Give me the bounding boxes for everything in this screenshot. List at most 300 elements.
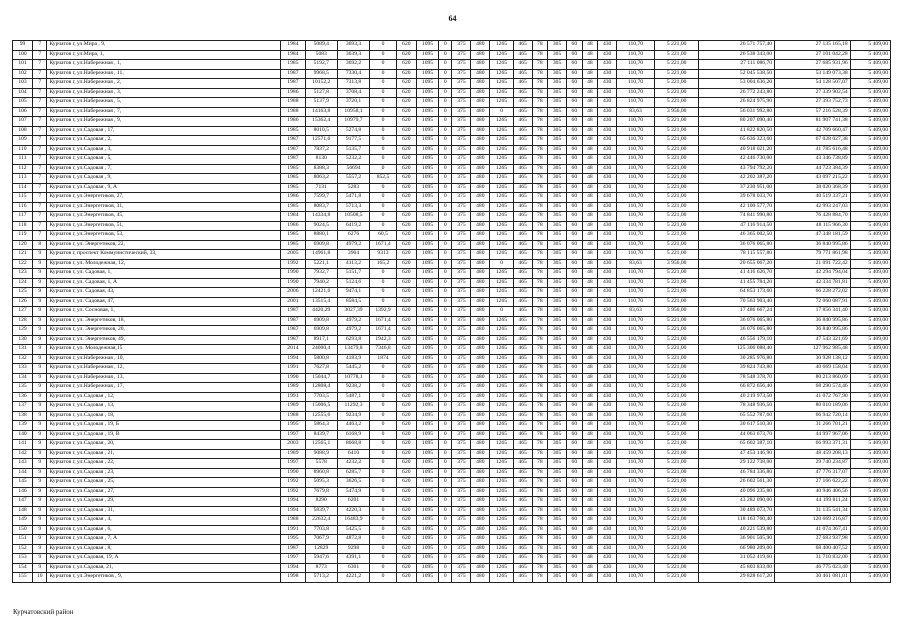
table-row xyxy=(13,145,891,155)
table-cell: 5 409,00 xyxy=(850,79,890,89)
table-cell: 465 xyxy=(513,164,532,174)
table-cell: 5 221,00 xyxy=(654,202,699,212)
table-cell: 0 xyxy=(439,79,452,89)
table-cell: 5 409,00 xyxy=(850,411,890,421)
table-cell: 4979,2 xyxy=(337,316,369,326)
table-cell: 620 xyxy=(396,478,416,488)
table-cell: 60 xyxy=(567,430,583,440)
table-row xyxy=(13,259,891,269)
table-cell: 78 xyxy=(532,487,548,497)
table-cell: 1997 xyxy=(281,459,305,469)
table-cell: 430 xyxy=(598,354,617,364)
table-cell: 78 xyxy=(532,373,548,383)
table-cell: 620 xyxy=(396,364,416,374)
table-row xyxy=(13,573,891,583)
table-cell: 1994 xyxy=(281,497,305,507)
table-cell: 1265 xyxy=(490,525,513,535)
table-cell: 1991 xyxy=(281,364,305,374)
table-cell: 620 xyxy=(396,145,416,155)
table-cell: 0 xyxy=(370,193,397,203)
table-cell: 45 803 833,00 xyxy=(699,563,775,573)
table-cell: 1265 xyxy=(490,231,513,241)
table-cell: 620 xyxy=(396,202,416,212)
table-cell: 1095 xyxy=(416,212,438,222)
table-cell: 465 xyxy=(513,525,532,535)
table-cell: 7 xyxy=(33,212,47,222)
table-row xyxy=(13,269,891,279)
table-cell: 1095 xyxy=(416,221,438,231)
table-cell: 465 xyxy=(513,563,532,573)
table-cell: 430 xyxy=(598,402,617,412)
table-cell: 20 655 067,20 xyxy=(699,259,775,269)
table-cell: 430 xyxy=(598,544,617,554)
table-cell: 115 xyxy=(13,193,33,203)
table-cell: 131 xyxy=(13,345,33,355)
table-cell: 0 xyxy=(439,202,452,212)
table-cell: 4183,9 xyxy=(337,354,369,364)
table-cell: 5 221,00 xyxy=(654,50,699,60)
table-cell: 852,5 xyxy=(370,174,397,184)
table-cell: 10778,1 xyxy=(337,373,369,383)
table-cell: 8388,3 xyxy=(305,164,337,174)
table-cell: 78 xyxy=(532,402,548,412)
table-cell: 0 xyxy=(439,544,452,554)
table-cell: 620 xyxy=(396,307,416,317)
table-cell: 154 xyxy=(13,563,33,573)
table-cell: 430 xyxy=(598,136,617,146)
table-cell: 30 461 081,01 xyxy=(775,573,851,583)
table-cell: 1998 xyxy=(281,573,305,583)
table-cell: 48 xyxy=(582,525,598,535)
table-cell: 60 xyxy=(567,164,583,174)
table-cell: 0 xyxy=(439,259,452,269)
table-cell: 80 010 189,06 xyxy=(775,402,851,412)
table-cell: 480 xyxy=(471,164,490,174)
table-cell: 10 xyxy=(33,573,47,583)
table-cell: 78 xyxy=(532,288,548,298)
table-cell: 48 xyxy=(582,50,598,60)
table-cell: 375 xyxy=(452,212,471,222)
table-cell: 620 xyxy=(396,117,416,127)
table-cell: 2005 xyxy=(281,250,305,260)
table-cell: 305 xyxy=(548,221,567,231)
table-cell: 1265 xyxy=(490,240,513,250)
table-cell: 7932,7 xyxy=(305,269,337,279)
table-cell: 465 xyxy=(513,269,532,279)
table-cell: 0 xyxy=(439,554,452,564)
table-cell: 480 xyxy=(471,231,490,241)
table-cell: 78 xyxy=(532,535,548,545)
table-cell: 5557,2 xyxy=(337,174,369,184)
table-cell: 620 xyxy=(396,411,416,421)
table-cell: 1265 xyxy=(490,250,513,260)
table-cell: 0 xyxy=(439,411,452,421)
table-cell: 1985 xyxy=(281,202,305,212)
table-cell: 0 xyxy=(439,155,452,165)
table-cell: 5 409,00 xyxy=(850,554,890,564)
table-cell: 375 xyxy=(452,335,471,345)
table-cell: 375 xyxy=(452,145,471,155)
table-cell: 1095 xyxy=(416,297,438,307)
table-cell: 7 xyxy=(33,50,47,60)
table-cell: 0 xyxy=(439,69,452,79)
table-cell: 152 xyxy=(13,544,33,554)
table-cell: 430 xyxy=(598,278,617,288)
table-cell: 31 135 541,34 xyxy=(775,506,851,516)
table-cell: 5 221,00 xyxy=(654,430,699,440)
table-cell: 375 xyxy=(452,155,471,165)
table-cell: 9 xyxy=(33,297,47,307)
table-cell: 480 xyxy=(471,107,490,117)
table-cell: 430 xyxy=(598,573,617,583)
table-cell: 0 xyxy=(370,421,397,431)
table-cell: 9 xyxy=(33,554,47,564)
table-cell: 465 xyxy=(513,288,532,298)
table-row xyxy=(13,297,891,307)
table-cell: 68 290 574,46 xyxy=(775,383,851,393)
table-cell: 79 771 861,98 xyxy=(775,250,851,260)
table-cell: 480 xyxy=(471,69,490,79)
table-cell: 430 xyxy=(598,516,617,526)
table-cell: 48 xyxy=(582,335,598,345)
table-cell: 60 xyxy=(567,221,583,231)
table-cell: 1095 xyxy=(416,335,438,345)
table-cell: 5864,3 xyxy=(305,421,337,431)
table-cell: 5 221,00 xyxy=(654,288,699,298)
table-cell: 9313 xyxy=(370,250,397,260)
table-cell: 1095 xyxy=(416,506,438,516)
table-cell: 465 xyxy=(513,174,532,184)
table-cell: 110,70 xyxy=(617,278,655,288)
table-cell: 108 xyxy=(13,126,33,136)
table-cell: 5 221,00 xyxy=(654,345,699,355)
table-cell: 6201 xyxy=(337,497,369,507)
table-cell: 60 xyxy=(567,421,583,431)
table-row xyxy=(13,411,891,421)
table-cell: 1265 xyxy=(490,88,513,98)
table-cell: 0 xyxy=(439,392,452,402)
register-table xyxy=(12,40,891,583)
table-cell: 375 xyxy=(452,392,471,402)
address-cell: Курчатов г, ул. Энергетиков, 20, xyxy=(47,326,281,336)
table-cell: 0 xyxy=(439,107,452,117)
table-cell: 60 xyxy=(567,69,583,79)
table-cell: 78 xyxy=(532,307,548,317)
table-cell: 110,70 xyxy=(617,126,655,136)
table-cell: 110,70 xyxy=(617,411,655,421)
table-cell: 305 xyxy=(548,193,567,203)
table-cell: 480 xyxy=(471,41,490,51)
table-cell: 40 519 337,21 xyxy=(775,193,851,203)
table-cell: 430 xyxy=(598,60,617,70)
table-cell: 0 xyxy=(439,421,452,431)
table-cell: 305 xyxy=(548,497,567,507)
table-cell: 0 xyxy=(439,183,452,193)
table-cell: 1265 xyxy=(490,221,513,231)
table-cell: 430 xyxy=(598,535,617,545)
table-cell: 78 xyxy=(532,98,548,108)
table-cell: 9 xyxy=(33,506,47,516)
table-cell: 375 xyxy=(452,544,471,554)
table-cell: 5 409,00 xyxy=(850,316,890,326)
table-cell: 5 409,00 xyxy=(850,525,890,535)
table-cell: 480 xyxy=(471,392,490,402)
table-cell: 375 xyxy=(452,88,471,98)
address-cell: Курчатов г, ул.Энергетиков, 45, xyxy=(47,212,281,222)
table-cell: 1984 xyxy=(281,41,305,51)
table-cell: 480 xyxy=(471,459,490,469)
table-cell: 48 xyxy=(582,326,598,336)
table-cell: 0 xyxy=(370,107,397,117)
table-cell: 78 xyxy=(532,269,548,279)
table-cell: 5 221,00 xyxy=(654,155,699,165)
table-cell: 27 111 086,70 xyxy=(699,60,775,70)
table-cell: 7 xyxy=(33,221,47,231)
table-cell: 465 xyxy=(513,240,532,250)
table-cell: 5124,6 xyxy=(337,278,369,288)
table-cell: 1988 xyxy=(281,98,305,108)
table-cell: 620 xyxy=(396,164,416,174)
table-cell: 480 xyxy=(471,326,490,336)
table-cell: 48 xyxy=(582,297,598,307)
table-row xyxy=(13,440,891,450)
table-cell: 7 xyxy=(33,136,47,146)
table-cell: 7 xyxy=(33,193,47,203)
table-cell: 60 xyxy=(567,335,583,345)
table-cell: 5 409,00 xyxy=(850,440,890,450)
table-cell: 620 xyxy=(396,383,416,393)
table-cell: 78 xyxy=(532,41,548,51)
table-cell: 29 122 738,00 xyxy=(699,459,775,469)
table-cell: 65 552 787,60 xyxy=(699,411,775,421)
table-cell: 48 xyxy=(582,98,598,108)
table-cell: 375 xyxy=(452,373,471,383)
table-cell: 78 xyxy=(532,136,548,146)
table-cell: 1095 xyxy=(416,174,438,184)
table-cell: 5 221,00 xyxy=(654,411,699,421)
table-cell: 430 xyxy=(598,202,617,212)
table-cell: 0 xyxy=(370,79,397,89)
table-cell: 1095 xyxy=(416,354,438,364)
table-cell: 375 xyxy=(452,174,471,184)
table-cell: 480 xyxy=(471,402,490,412)
table-cell: 375 xyxy=(452,364,471,374)
table-cell: 1095 xyxy=(416,250,438,260)
table-row xyxy=(13,278,891,288)
table-cell: 1095 xyxy=(416,373,438,383)
address-cell: Курчатов г, ул. Молодежная,15 xyxy=(47,345,281,355)
table-cell: 430 xyxy=(598,297,617,307)
table-cell: 5 221,00 xyxy=(654,60,699,70)
table-cell: 305 xyxy=(548,269,567,279)
table-cell: 430 xyxy=(598,335,617,345)
address-cell: Курчатов г, ул. Энергетиков, 18, xyxy=(47,316,281,326)
table-cell: 430 xyxy=(598,126,617,136)
table-cell: 465 xyxy=(513,440,532,450)
table-cell: 68 400 407,52 xyxy=(775,544,851,554)
table-cell: 465 xyxy=(513,155,532,165)
table-cell: 0 xyxy=(439,364,452,374)
table-cell: 5 409,00 xyxy=(850,145,890,155)
table-cell: 110,70 xyxy=(617,383,655,393)
table-cell: 110,70 xyxy=(617,316,655,326)
table-cell: 1985 xyxy=(281,174,305,184)
table-cell: 114 xyxy=(13,183,33,193)
table-cell: 5 221,00 xyxy=(654,554,699,564)
table-cell: 1095 xyxy=(416,392,438,402)
table-cell: 5 221,00 xyxy=(654,221,699,231)
address-cell: Курчатов г, ул.Садовая , 5, xyxy=(47,155,281,165)
table-cell: 66 228 272,02 xyxy=(775,288,851,298)
table-cell: 0 xyxy=(439,525,452,535)
table-cell: 60 xyxy=(567,316,583,326)
table-cell: 9 xyxy=(33,459,47,469)
table-cell: 5 409,00 xyxy=(850,506,890,516)
table-cell: 430 xyxy=(598,145,617,155)
table-cell: 620 xyxy=(396,50,416,60)
address-cell: Курчатов г, ул.Набережная , 5, xyxy=(47,98,281,108)
table-cell: 465 xyxy=(513,478,532,488)
table-cell: 0 xyxy=(370,535,397,545)
table-cell: 375 xyxy=(452,573,471,583)
table-cell: 1265 xyxy=(490,497,513,507)
table-cell: 9 xyxy=(33,449,47,459)
table-cell: 6909,8 xyxy=(305,326,337,336)
table-cell: 1265 xyxy=(490,183,513,193)
table-cell: 60 xyxy=(567,516,583,526)
table-cell: 620 xyxy=(396,487,416,497)
table-cell: 1095 xyxy=(416,487,438,497)
table-cell: 60 xyxy=(567,231,583,241)
table-cell: 305 xyxy=(548,535,567,545)
table-cell: 78 xyxy=(532,183,548,193)
table-row xyxy=(13,497,891,507)
table-cell: 1265 xyxy=(490,41,513,51)
table-cell: 7330,4 xyxy=(337,69,369,79)
table-cell: 480 xyxy=(471,364,490,374)
table-cell: 40 096 235,80 xyxy=(699,487,775,497)
table-cell: 110,70 xyxy=(617,117,655,127)
table-cell: 60 xyxy=(567,402,583,412)
table-cell: 9238,2 xyxy=(337,383,369,393)
table-cell: 153 xyxy=(13,554,33,564)
table-cell: 0 xyxy=(439,212,452,222)
table-cell: 48 xyxy=(582,60,598,70)
table-cell: 9177,5 xyxy=(337,136,369,146)
table-cell: 110,70 xyxy=(617,468,655,478)
table-cell: 110,70 xyxy=(617,326,655,336)
address-cell: Курчатов г, ул.Садовая , 29, xyxy=(47,497,281,507)
table-cell: 1265 xyxy=(490,421,513,431)
table-cell: 111 xyxy=(13,155,33,165)
table-cell: 375 xyxy=(452,288,471,298)
table-cell: 5 409,00 xyxy=(850,335,890,345)
table-cell: 48 115 966,30 xyxy=(775,221,851,231)
table-cell: 1095 xyxy=(416,117,438,127)
table-cell: 5 221,00 xyxy=(654,468,699,478)
table-cell: 60 xyxy=(567,364,583,374)
table-cell: 110,70 xyxy=(617,164,655,174)
table-cell: 40 918 021,20 xyxy=(699,145,775,155)
table-cell: 60 xyxy=(567,506,583,516)
table-cell: 375 xyxy=(452,269,471,279)
table-cell: 31 710 832,00 xyxy=(775,554,851,564)
table-cell: 5 409,00 xyxy=(850,478,890,488)
address-cell: Курчатов г, ул.Садовая, 19, А xyxy=(47,554,281,564)
table-cell: 78 xyxy=(532,297,548,307)
table-cell: 1874 xyxy=(370,354,397,364)
table-cell: 83,63 xyxy=(617,259,655,269)
table-cell: 12555,6 xyxy=(305,411,337,421)
table-cell: 5274,8 xyxy=(337,126,369,136)
table-cell: 480 xyxy=(471,478,490,488)
table-cell: 60 xyxy=(567,259,583,269)
table-cell: 5 221,00 xyxy=(654,126,699,136)
table-cell: 66 993 371,31 xyxy=(775,440,851,450)
table-cell: 9 xyxy=(33,525,47,535)
table-cell: 430 xyxy=(598,554,617,564)
table-cell: 148 xyxy=(13,506,33,516)
table-cell: 65 636 323,60 xyxy=(699,136,775,146)
table-cell: 0 xyxy=(370,50,397,60)
table-cell: 26 772 243,80 xyxy=(699,88,775,98)
table-cell: 305 xyxy=(548,402,567,412)
table-cell: 5 409,00 xyxy=(850,212,890,222)
table-cell: 78 xyxy=(532,326,548,336)
table-cell: 5713,3 xyxy=(337,202,369,212)
table-cell: 26 602 561,30 xyxy=(699,478,775,488)
table-cell: 1095 xyxy=(416,240,438,250)
table-cell: 48 xyxy=(582,259,598,269)
table-cell: 0 xyxy=(439,126,452,136)
table-cell: 41 074 367,41 xyxy=(775,525,851,535)
table-cell: 12571,6 xyxy=(305,136,337,146)
table-cell: 5 221,00 xyxy=(654,392,699,402)
table-row xyxy=(13,231,891,241)
table-cell: 15006,5 xyxy=(305,402,337,412)
table-cell: 48 xyxy=(582,221,598,231)
table-cell: 48 xyxy=(582,364,598,374)
table-cell: 7 xyxy=(33,145,47,155)
table-cell: 110,70 xyxy=(617,364,655,374)
table-cell: 0 xyxy=(370,69,397,79)
table-cell: 305 xyxy=(548,278,567,288)
table-cell: 110,70 xyxy=(617,554,655,564)
table-cell: 465 xyxy=(513,364,532,374)
table-cell: 430 xyxy=(598,50,617,60)
table-cell: 0 xyxy=(370,212,397,222)
table-cell: 78 xyxy=(532,221,548,231)
table-cell: 110,70 xyxy=(617,402,655,412)
table-cell: 129 xyxy=(13,326,33,336)
table-cell: 149 xyxy=(13,516,33,526)
table-cell: 465 xyxy=(513,554,532,564)
table-cell: 9 xyxy=(33,563,47,573)
table-cell: 78 xyxy=(532,516,548,526)
table-cell: 430 xyxy=(598,117,617,127)
table-cell: 1095 xyxy=(416,288,438,298)
table-cell: 3626,5 xyxy=(337,478,369,488)
table-row xyxy=(13,41,891,51)
table-cell: 1942,3 xyxy=(370,335,397,345)
table-cell: 0 xyxy=(370,136,397,146)
table-cell: 7 xyxy=(33,41,47,51)
table-cell: 10152,2 xyxy=(305,79,337,89)
table-cell: 9 xyxy=(33,373,47,383)
table-cell: 1265 xyxy=(490,269,513,279)
table-cell: 465 xyxy=(513,316,532,326)
table-cell: 305 xyxy=(548,240,567,250)
